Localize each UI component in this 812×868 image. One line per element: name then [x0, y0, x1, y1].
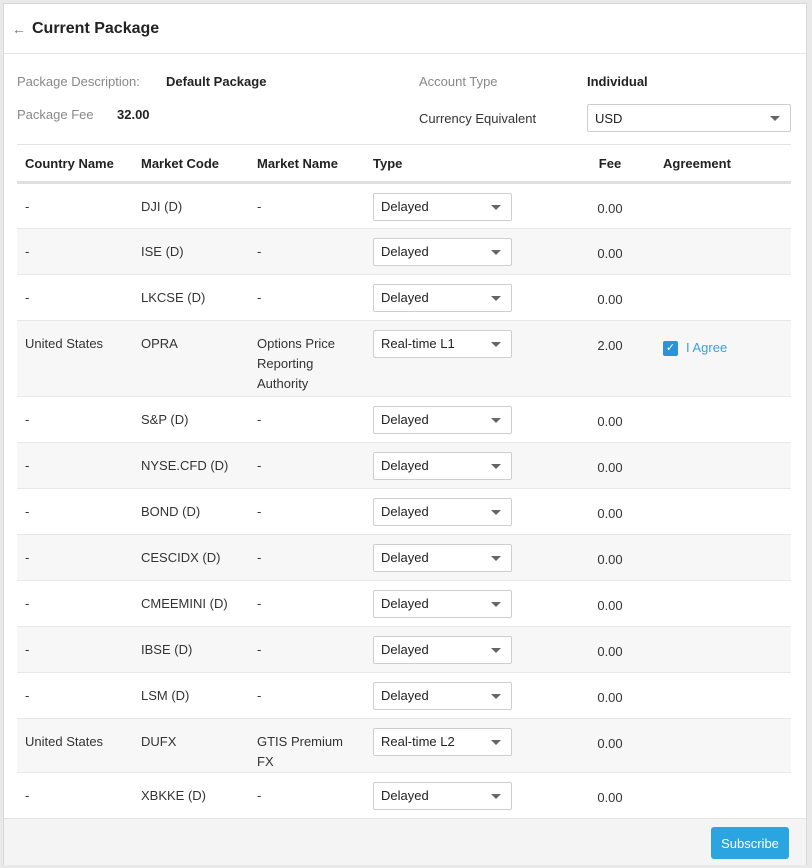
- cell-fee: 0.00: [565, 535, 655, 581]
- cell-market-name: -: [249, 581, 365, 627]
- chevron-down-icon: [491, 510, 501, 515]
- cell-type: [365, 275, 565, 321]
- table-row: [17, 581, 791, 627]
- cell-market-code: LKCSE (D): [133, 275, 249, 321]
- chevron-down-icon: [491, 418, 501, 423]
- cell-market-name: -: [249, 183, 365, 229]
- currency-value: USD: [595, 110, 623, 126]
- page-header: [4, 4, 806, 54]
- cell-agreement: [655, 489, 791, 535]
- cell-fee: 0.00: [565, 443, 655, 489]
- chevron-down-icon: [491, 342, 501, 347]
- table-row: [17, 443, 791, 489]
- table-row: [17, 183, 791, 229]
- chevron-down-icon: [491, 740, 501, 745]
- cell-market-code: S&P (D): [133, 397, 249, 443]
- type-select-value: Delayed: [381, 244, 429, 259]
- agreement-label: I Agree: [686, 340, 728, 355]
- type-select[interactable]: [373, 590, 512, 618]
- cell-country: United States: [17, 719, 133, 773]
- type-select[interactable]: [373, 636, 512, 664]
- cell-type: [365, 183, 565, 229]
- type-select[interactable]: [373, 728, 512, 756]
- cell-market-name: Options Price Reporting Authority: [249, 321, 365, 397]
- chevron-down-icon: [491, 205, 501, 210]
- type-select-value: Delayed: [381, 504, 429, 519]
- cell-type: [365, 581, 565, 627]
- package-info: [4, 54, 806, 144]
- cell-market-code: DJI (D): [133, 183, 249, 229]
- package-description-label: Package Description:: [17, 74, 140, 89]
- cell-type: [365, 397, 565, 443]
- cell-market-name: GTIS Premium FX: [249, 719, 365, 773]
- column-header-fee: Fee: [565, 145, 655, 183]
- cell-market-code: NYSE.CFD (D): [133, 443, 249, 489]
- type-select[interactable]: [373, 452, 512, 480]
- cell-market-name: -: [249, 627, 365, 673]
- cell-agreement: [655, 397, 791, 443]
- column-header-type: Type: [365, 145, 565, 183]
- cell-market-name: -: [249, 229, 365, 275]
- package-description-value: Default Package: [166, 74, 267, 89]
- table-row: [17, 627, 791, 673]
- table-row: [17, 673, 791, 719]
- page-title: Current Package: [32, 19, 160, 37]
- cell-country: -: [17, 627, 133, 673]
- package-fee-value: 32.00: [117, 107, 150, 122]
- table-row: [17, 321, 791, 397]
- cell-market-code: ISE (D): [133, 229, 249, 275]
- type-select-value: Delayed: [381, 458, 429, 473]
- cell-fee: 0.00: [565, 275, 655, 321]
- table-row: [17, 489, 791, 535]
- cell-agreement: [655, 673, 791, 719]
- cell-market-name: -: [249, 443, 365, 489]
- cell-type: [365, 673, 565, 719]
- type-select-value: Delayed: [381, 596, 429, 611]
- cell-country: -: [17, 581, 133, 627]
- cell-market-code: XBKKE (D): [133, 773, 249, 819]
- cell-market-code: DUFX: [133, 719, 249, 773]
- type-select[interactable]: [373, 193, 512, 221]
- cell-type: [365, 229, 565, 275]
- cell-country: -: [17, 229, 133, 275]
- type-select-value: Real-time L1: [381, 336, 455, 351]
- cell-agreement: [655, 229, 791, 275]
- cell-agreement: [655, 321, 791, 397]
- cell-market-code: IBSE (D): [133, 627, 249, 673]
- cell-country: -: [17, 535, 133, 581]
- type-select[interactable]: [373, 682, 512, 710]
- type-select-value: Delayed: [381, 788, 429, 803]
- type-select-value: Real-time L2: [381, 734, 455, 749]
- currency-label: Currency Equivalent: [419, 111, 537, 126]
- column-header-agreement: Agreement: [655, 145, 791, 183]
- cell-country: -: [17, 397, 133, 443]
- type-select-value: Delayed: [381, 642, 429, 657]
- cell-market-name: -: [249, 489, 365, 535]
- chevron-down-icon: [491, 602, 501, 607]
- column-header-market-code: Market Code: [133, 145, 249, 183]
- cell-market-code: OPRA: [133, 321, 249, 397]
- cell-country: -: [17, 673, 133, 719]
- subscribe-button[interactable]: Subscribe: [711, 827, 789, 859]
- cell-fee: 0.00: [565, 773, 655, 819]
- cell-market-code: LSM (D): [133, 673, 249, 719]
- cell-type: [365, 489, 565, 535]
- chevron-down-icon: [491, 556, 501, 561]
- chevron-down-icon: [770, 116, 780, 121]
- cell-fee: 0.00: [565, 627, 655, 673]
- chevron-down-icon: [491, 794, 501, 799]
- chevron-down-icon: [491, 464, 501, 469]
- type-select[interactable]: [373, 782, 512, 810]
- cell-country: -: [17, 773, 133, 819]
- table-row: [17, 773, 791, 819]
- cell-type: [365, 443, 565, 489]
- table-header-row: [17, 145, 791, 183]
- cell-market-name: -: [249, 397, 365, 443]
- cell-market-code: CESCIDX (D): [133, 535, 249, 581]
- account-type-value: Individual: [587, 74, 648, 89]
- cell-agreement: [655, 581, 791, 627]
- current-package-panel: [3, 3, 807, 865]
- cell-market-name: -: [249, 773, 365, 819]
- cell-fee: 0.00: [565, 581, 655, 627]
- cell-country: -: [17, 183, 133, 229]
- column-header-country: Country Name: [17, 145, 133, 183]
- currency-select[interactable]: [587, 104, 791, 132]
- type-select-value: Delayed: [381, 550, 429, 565]
- type-select-value: Delayed: [381, 199, 429, 214]
- cell-market-name: -: [249, 535, 365, 581]
- cell-market-name: -: [249, 275, 365, 321]
- type-select[interactable]: [373, 330, 512, 358]
- cell-agreement: [655, 719, 791, 773]
- type-select[interactable]: [373, 406, 512, 434]
- markets-table-wrap: [17, 144, 791, 819]
- cell-country: -: [17, 275, 133, 321]
- cell-fee: 0.00: [565, 489, 655, 535]
- cell-agreement: [655, 275, 791, 321]
- chevron-down-icon: [491, 250, 501, 255]
- cell-type: [365, 321, 565, 397]
- cell-market-code: CMEEMINI (D): [133, 581, 249, 627]
- type-select-value: Delayed: [381, 412, 429, 427]
- cell-type: [365, 535, 565, 581]
- chevron-down-icon: [491, 648, 501, 653]
- cell-market-code: BOND (D): [133, 489, 249, 535]
- cell-fee: 0.00: [565, 397, 655, 443]
- agreement-checkbox[interactable]: [663, 334, 783, 358]
- account-type-label: Account Type: [419, 74, 498, 89]
- cell-country: -: [17, 489, 133, 535]
- type-select[interactable]: [373, 284, 512, 312]
- type-select[interactable]: [373, 238, 512, 266]
- cell-type: [365, 627, 565, 673]
- table-row: [17, 397, 791, 443]
- table-row: [17, 719, 791, 773]
- cell-type: [365, 719, 565, 773]
- type-select[interactable]: [373, 498, 512, 526]
- cell-fee: 0.00: [565, 229, 655, 275]
- cell-market-name: -: [249, 673, 365, 719]
- type-select-value: Delayed: [381, 688, 429, 703]
- cell-fee: 0.00: [565, 183, 655, 229]
- cell-agreement: [655, 535, 791, 581]
- table-row: [17, 535, 791, 581]
- cell-country: -: [17, 443, 133, 489]
- checkmark-icon: ✓: [663, 341, 678, 356]
- table-row: [17, 275, 791, 321]
- chevron-down-icon: [491, 296, 501, 301]
- arrow-left-icon[interactable]: ←: [12, 20, 26, 37]
- footer-bar: [4, 818, 806, 865]
- cell-fee: 2.00: [565, 321, 655, 397]
- table-row: [17, 229, 791, 275]
- cell-fee: 0.00: [565, 719, 655, 773]
- cell-agreement: [655, 773, 791, 819]
- cell-agreement: [655, 183, 791, 229]
- cell-country: United States: [17, 321, 133, 397]
- markets-table: [17, 144, 791, 819]
- cell-agreement: [655, 627, 791, 673]
- package-fee-label: Package Fee: [17, 107, 94, 122]
- type-select[interactable]: [373, 544, 512, 572]
- type-select-value: Delayed: [381, 290, 429, 305]
- cell-type: [365, 773, 565, 819]
- cell-agreement: [655, 443, 791, 489]
- column-header-market-name: Market Name: [249, 145, 365, 183]
- cell-fee: 0.00: [565, 673, 655, 719]
- chevron-down-icon: [491, 694, 501, 699]
